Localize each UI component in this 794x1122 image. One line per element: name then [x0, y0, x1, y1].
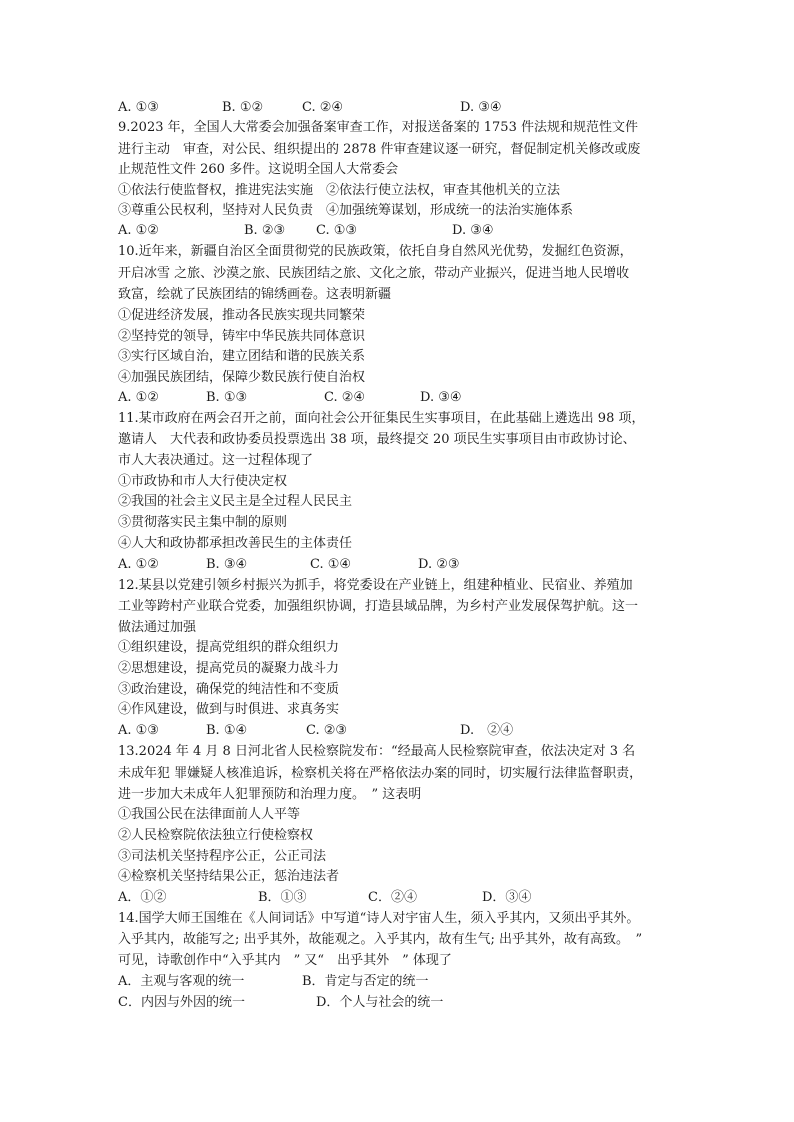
q9-option-c: C. ①③ — [316, 223, 358, 238]
q13-stem-line-3: 进一步加大未成年人犯罪预防和治理力度。 ” 这表明 — [118, 787, 422, 802]
q9-item-line-1: ①依法行使监督权，推进宪法实施 ②依法行使立法权，审查其他机关的立法 — [118, 183, 561, 198]
q11-stem-line-1: 11.某市政府在两会召开之前，面向社会公开征集民生实事项目，在此基础上遴选出 98 项， — [118, 411, 645, 426]
q11-stem-line-3: 市人大表决通过。这一过程体现了 — [118, 453, 314, 468]
q9-option-a: A. ①② — [118, 223, 159, 238]
q12-option-d: D. ②④ — [460, 723, 514, 738]
q9-stem-line-2: 进行主动 审查，对公民、组织提出的 2878 件审查建议逐一研究，督促制定机关修改或废 — [118, 142, 641, 157]
q11-option-d: D. ②③ — [418, 557, 460, 572]
q10-option-d: D. ③④ — [420, 390, 462, 405]
q12-stem-line-3: 做法通过加强 — [118, 620, 197, 635]
q11-item-1: ①市政协和市人大行使决定权 — [118, 474, 288, 489]
q12-option-c: C. ②③ — [306, 723, 348, 738]
q13-stem-line-1: 13.2024 年 4 月 8 日河北省人民检察院发布：“经最高人民检察院审查，依法决定对 3 名 — [118, 744, 636, 759]
q11-option-a: A. ①② — [118, 557, 159, 572]
q12-item-3: ③政治建设，确保党的纯洁性和不变质 — [118, 682, 340, 697]
q12-stem-line-2: 工业等跨村产业联合党委，加强组织协调，打造县域品牌，为乡村产业发展保驾护航。这一 — [118, 599, 639, 614]
q12-item-1: ①组织建设，提高党组织的群众组织力 — [118, 640, 340, 655]
q11-item-3: ③贯彻落实民主集中制的原则 — [118, 515, 288, 530]
q13-item-4: ④检察机关坚持结果公正，惩治违法者 — [118, 869, 340, 884]
q10-option-b: B. ①③ — [206, 390, 248, 405]
q14-stem-line-2: 入乎其内，故能写之; 出乎其外，故能观之。入乎其内，故有生气; 出乎其外，故有高致。 ” — [118, 932, 643, 947]
q10-option-a: A. ①② — [118, 390, 159, 405]
q8-option-a: A. ①③ — [118, 100, 159, 115]
q9-stem-line-3: 止规范性文件 260 多件。这说明全国人大常委会 — [118, 162, 399, 177]
q8-option-c: C. ②④ — [302, 100, 344, 115]
q8-option-d: D. ③④ — [460, 100, 502, 115]
q12-stem-line-1: 12.某县以党建引领乡村振兴为抓手，将党委设在产业链上，组建种植业、民宿业、养殖加 — [118, 578, 633, 593]
q13-option-a: A．①② — [118, 890, 167, 905]
q12-option-a: A. ①③ — [118, 723, 159, 738]
q14-stem-line-3: 可见，诗歌创作中“入乎其内 ” 又“ 出乎其外 ” 体现了 — [118, 953, 452, 968]
q13-stem-line-2: 未成年犯 罪嫌疑人核准追诉，检察机关将在严格依法办案的同时，切实履行法律监督职责， — [118, 766, 643, 781]
q11-option-c: C. ①④ — [310, 557, 352, 572]
q12-item-2: ②思想建设，提高党员的凝聚力战斗力 — [118, 661, 340, 676]
q13-item-2: ②人民检察院依法独立行使检察权 — [118, 828, 314, 843]
q9-stem-line-1: 9.2023 年，全国人大常委会加强备案审查工作，对报送备案的 1753 件法规和规范性文件 — [118, 120, 638, 135]
q10-item-1: ①促进经济发展，推动各民族实现共同繁荣 — [118, 308, 366, 323]
q9-option-d: D. ③④ — [452, 223, 494, 238]
q11-stem-line-2: 邀请人 大代表和政协委员投票选出 38 项，最终提交 20 项民生实事项目由市政协讨论、 — [118, 432, 636, 447]
q10-stem-line-3: 致富，绘就了民族团结的锦绣画卷。这表明新疆 — [118, 287, 392, 302]
q13-item-1: ①我国公民在法律面前人人平等 — [118, 807, 301, 822]
q9-item-line-2: ③尊重公民权利，坚持对人民负责 ④加强统筹谋划，形成统一的法治实施体系 — [118, 203, 574, 218]
q13-item-3: ③司法机关坚持程序公正，公正司法 — [118, 849, 327, 864]
q14-option-d: D．个人与社会的统一 — [316, 995, 444, 1010]
q8-option-b: B. ①② — [222, 100, 264, 115]
q14-option-b: B．肯定与否定的统一 — [302, 974, 429, 989]
q14-option-a: A．主观与客观的统一 — [118, 974, 245, 989]
q13-option-d: D．③④ — [482, 890, 532, 905]
q10-option-c: C. ②④ — [324, 390, 366, 405]
q14-option-c: C．内因与外因的统一 — [118, 995, 245, 1010]
q10-stem-line-1: 10.近年来，新疆自治区全面贯彻党的民族政策，依托自身自然风光优势，发掘红色资源， — [118, 244, 633, 259]
q9-option-b: B. ②③ — [244, 223, 286, 238]
q11-item-2: ②我国的社会主义民主是全过程人民民主 — [118, 494, 353, 509]
q10-stem-line-2: 开启冰雪 之旅、沙漠之旅、民族团结之旅、文化之旅，带动产业振兴，促进当地人民增收 — [118, 266, 630, 281]
q11-option-b: B. ③④ — [206, 557, 248, 572]
q10-item-4: ④加强民族团结，保障少数民族行使自治权 — [118, 370, 366, 385]
q12-option-b: B. ①④ — [206, 723, 248, 738]
q13-option-b: B．①③ — [258, 890, 307, 905]
q11-item-4: ④人大和政协都承担改善民生的主体责任 — [118, 536, 353, 551]
q14-stem-line-1: 14.国学大师王国维在《人间词话》中写道“诗人对宇宙人生，须入乎其内，又须出乎其外。 — [118, 911, 640, 926]
q10-item-2: ②坚持党的领导，铸牢中华民族共同体意识 — [118, 329, 366, 344]
q12-item-4: ④作风建设，做到与时俱进、求真务实 — [118, 702, 340, 717]
q13-option-c: C．②④ — [368, 890, 417, 905]
q10-item-3: ③实行区域自治，建立团结和谐的民族关系 — [118, 349, 366, 364]
